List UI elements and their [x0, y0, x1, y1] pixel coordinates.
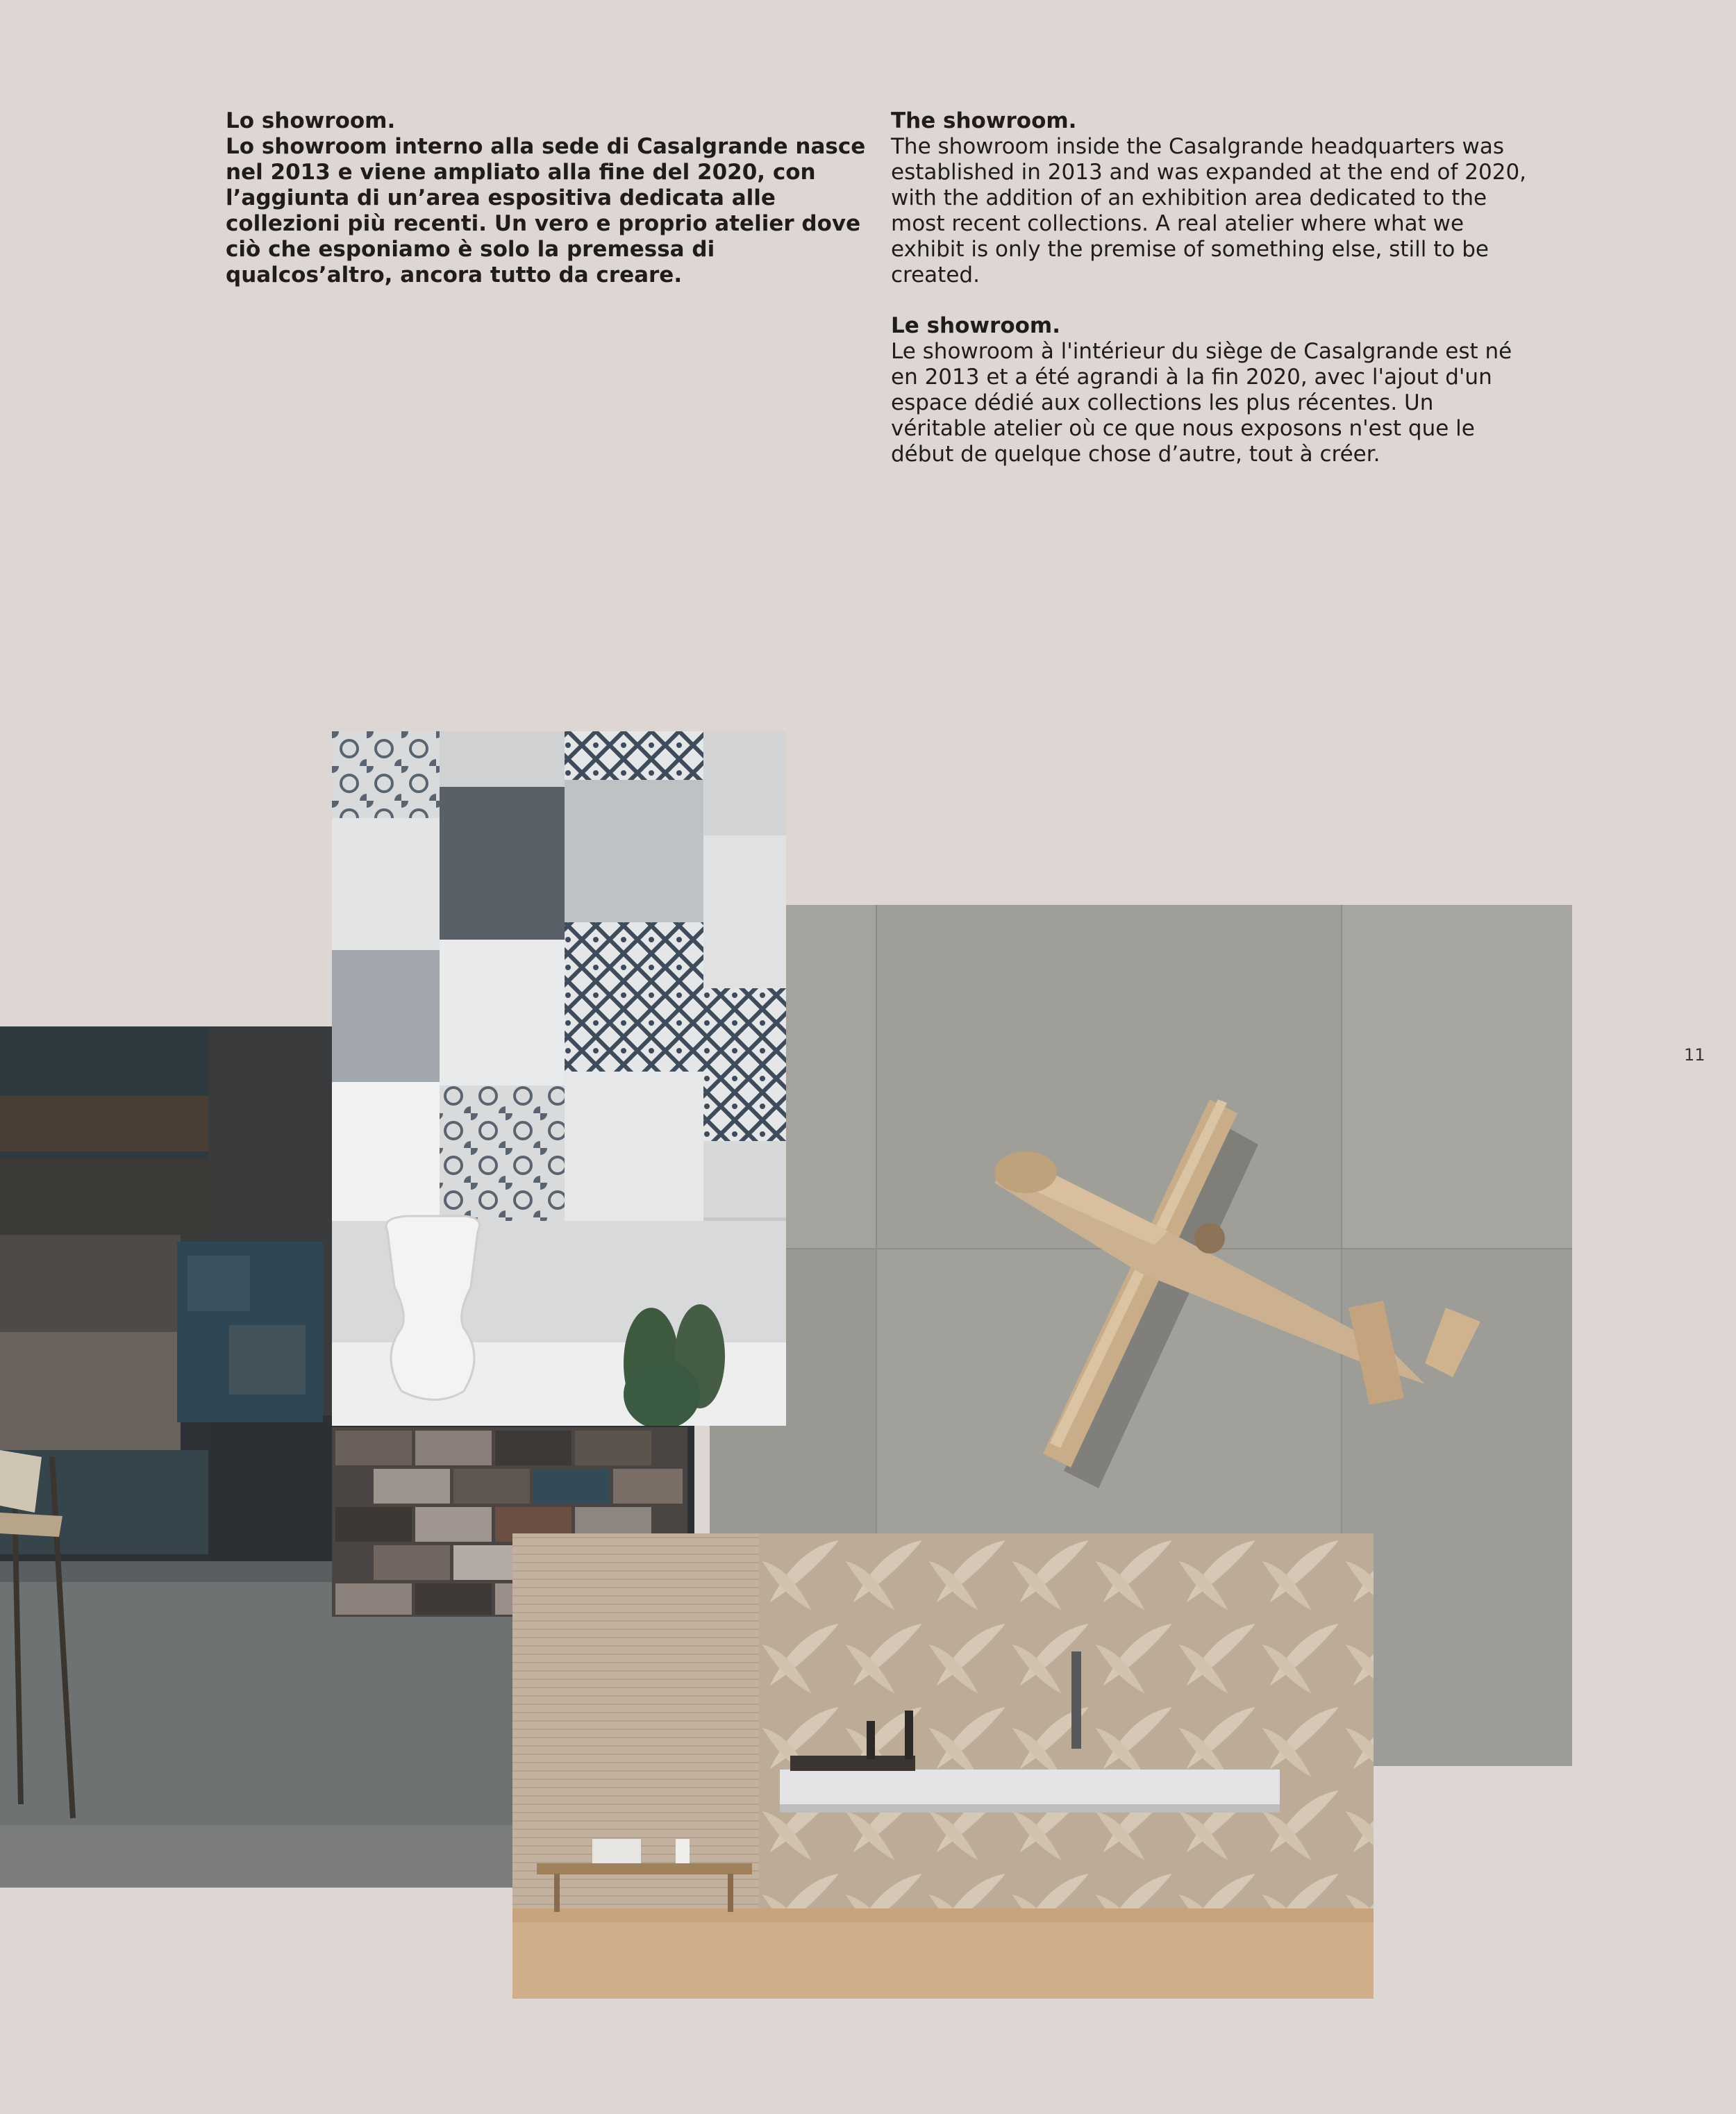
bathroom-sink-photo — [512, 1533, 1374, 1999]
italian-text-block — [226, 108, 871, 288]
french-text-block — [891, 313, 1530, 467]
english-heading: The showroom. — [891, 108, 1077, 133]
page-number: 11 — [1684, 1045, 1705, 1065]
french-body: Le showroom à l'intérieur du siège de Casalgrande est né en 2013 et a été agrandi à la fin 2020, avec l'ajout d'un espace dédié aux collections les plus récentes. Un véritable atelier où ce que nous exposons n'est que le début de quelque chose d’autre, tout à créer. — [891, 339, 1512, 467]
english-body: The showroom inside the Casalgrande headquarters was established in 2013 and was expanded at the end of 2020, with the addition of an exhibition area dedicated to the most recent collections. A real atelier where what we exhibit is only the premise of something else, still to be created. — [891, 134, 1527, 288]
french-heading: Le showroom. — [891, 313, 1060, 338]
italian-body: Lo showroom interno alla sede di Casalgrande nasce nel 2013 e viene ampliato alla fine del 2020, con l’aggiunta di un’area espositiva dedicata alle collezioni più recenti. Un vero e proprio atelier dove ciò che esponiamo è solo la premessa di qualcos’altro, ancora tutto da creare. — [226, 134, 866, 288]
english-text-block — [891, 108, 1530, 288]
italian-heading: Lo showroom. — [226, 108, 396, 133]
patchwork-tiles-photo — [332, 731, 786, 1426]
